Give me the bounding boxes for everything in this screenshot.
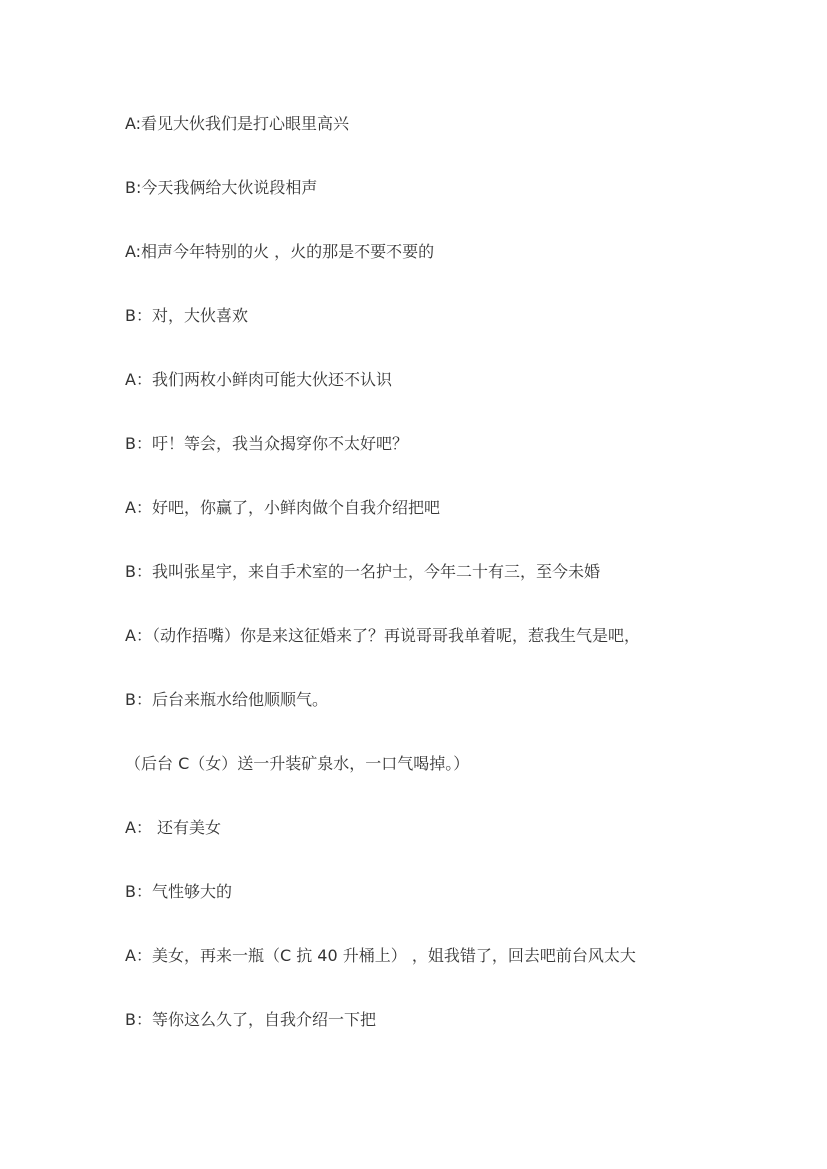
dialogue-line: B：我叫张星宇，来自手术室的一名护士，今年二十有三，至今未婚 [125, 562, 600, 581]
dialogue-line: A：（动作捂嘴）你是来这征婚来了？再说哥哥我单着呢，惹我生气是吧， [125, 626, 640, 645]
dialogue-line: B：吁！等会，我当众揭穿你不太好吧？ [125, 434, 408, 453]
dialogue-line: B:今天我俩给大伙说段相声 [125, 178, 318, 197]
dialogue-line: A:相声今年特别的火 ，火的那是不要不要的 [125, 242, 435, 261]
dialogue-line: A：好吧，你赢了，小鲜肉做个自我介绍把吧 [125, 498, 440, 517]
dialogue-line: A:看见大伙我们是打心眼里高兴 [125, 114, 350, 133]
dialogue-line: B：等你这么久了，自我介绍一下把 [125, 1010, 376, 1029]
dialogue-lines [125, 112, 785, 1072]
stage-direction: （后台 C（女）送一升装矿泉水，一口气喝掉。） [125, 754, 470, 773]
dialogue-line: B：气性够大的 [125, 882, 232, 901]
dialogue-line: A：我们两枚小鲜肉可能大伙还不认识 [125, 370, 392, 389]
dialogue-line: A：美女，再来一瓶（C 抗 40 升桶上） ，姐我错了，回去吧前台风太大 [125, 946, 636, 965]
dialogue-line: A： 还有美女 [125, 818, 222, 837]
dialogue-line: B：后台来瓶水给他顺顺气。 [125, 690, 328, 709]
dialogue-line: B：对，大伙喜欢 [125, 306, 248, 325]
